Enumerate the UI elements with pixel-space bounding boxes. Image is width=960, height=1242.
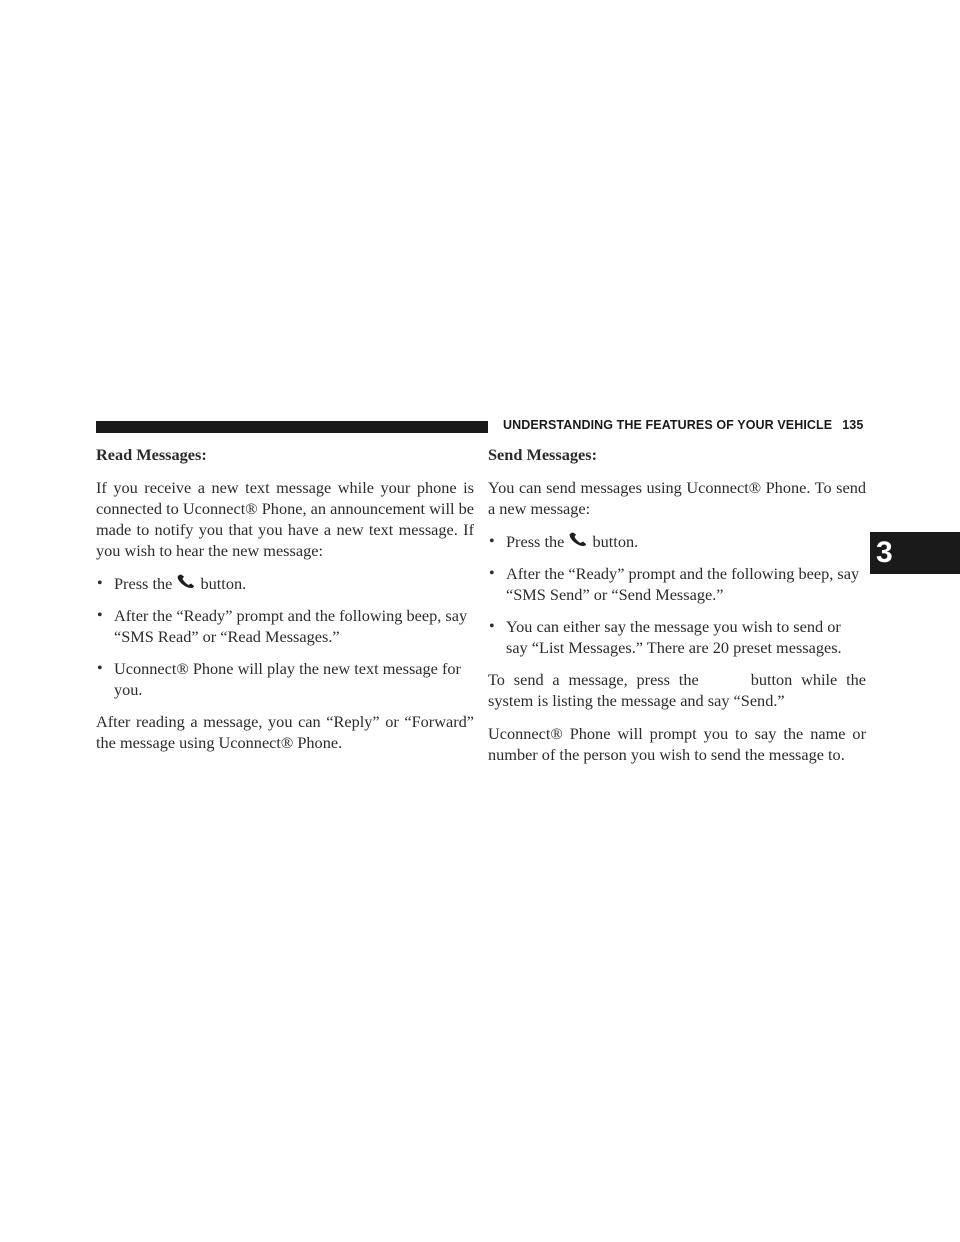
bullet-text: Press the bbox=[114, 574, 173, 593]
right-column bbox=[488, 444, 866, 777]
section-title: UNDERSTANDING THE FEATURES OF YOUR VEHICLE bbox=[503, 418, 833, 432]
list-item: • Uconnect® Phone will play the new text message for you. bbox=[96, 658, 474, 700]
phone-handset-icon bbox=[176, 574, 196, 590]
para-text: To send a message, press the bbox=[488, 670, 699, 689]
list-item: • After the “Ready” prompt and the following beep, say “SMS Send” or “Send Message.” bbox=[488, 563, 866, 605]
list-item bbox=[96, 573, 474, 594]
para-text: button while the system is listing the message and say “Send.” bbox=[488, 670, 866, 710]
running-header bbox=[503, 418, 863, 432]
send-messages-closing: Uconnect® Phone will prompt you to say the name or number of the person you wish to send the message to. bbox=[488, 724, 866, 764]
bullet-text: button. bbox=[200, 574, 247, 593]
page-number: 135 bbox=[842, 418, 864, 432]
header-rule-bar bbox=[96, 421, 488, 433]
send-messages-heading: Send Messages: bbox=[488, 445, 597, 464]
send-messages-para bbox=[488, 669, 866, 711]
read-messages-closing: After reading a message, you can “Reply” or “Forward” the message using Uconnect® Phone. bbox=[96, 712, 474, 752]
chapter-tab bbox=[870, 532, 960, 574]
send-messages-intro: You can send messages using Uconnect® Phone. To send a new message: bbox=[488, 478, 866, 518]
read-messages-intro: If you receive a new text message while your phone is connected to Uconnect® Phone, an announcement will be made to notify you that you have a new text message. If you wish to hear the new message: bbox=[96, 478, 474, 560]
read-messages-heading: Read Messages: bbox=[96, 445, 207, 464]
phone-handset-icon bbox=[568, 532, 588, 548]
bullet-text: button. bbox=[592, 532, 639, 551]
list-item: • You can either say the message you wish to send or say “List Messages.” There are 20 preset messages. bbox=[488, 616, 866, 658]
bullet-text: Press the bbox=[506, 532, 565, 551]
list-item: • After the “Ready” prompt and the following beep, say “SMS Read” or “Read Messages.” bbox=[96, 605, 474, 647]
list-item bbox=[488, 531, 866, 552]
chapter-number: 3 bbox=[876, 536, 893, 569]
left-column bbox=[96, 444, 474, 765]
